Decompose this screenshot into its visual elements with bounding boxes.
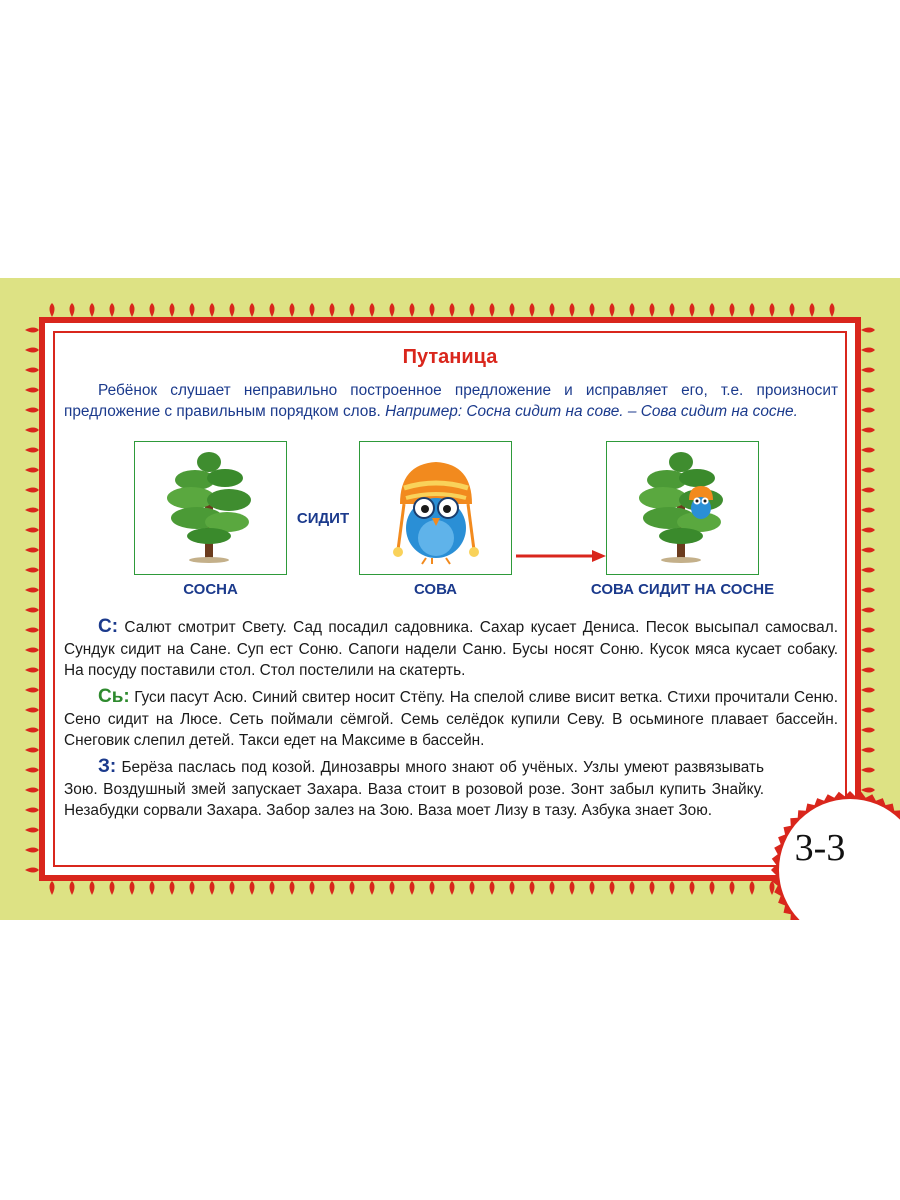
border-ornament bbox=[650, 303, 655, 317]
border-ornament bbox=[25, 608, 39, 613]
border-ornament bbox=[25, 588, 39, 593]
border-ornament bbox=[25, 828, 39, 833]
border-ornament bbox=[50, 881, 55, 895]
border-ornament bbox=[25, 868, 39, 873]
border-ornament bbox=[410, 881, 415, 895]
border-ornament bbox=[861, 708, 875, 713]
border-ornament bbox=[150, 881, 155, 895]
border-ornament bbox=[530, 303, 535, 317]
border-ornament bbox=[861, 488, 875, 493]
border-ornament bbox=[590, 881, 595, 895]
border-ornament bbox=[50, 303, 55, 317]
border-ornament bbox=[350, 881, 355, 895]
border-ornament bbox=[730, 881, 735, 895]
border-ornament bbox=[861, 628, 875, 633]
border-ornament bbox=[330, 881, 335, 895]
border-ornament bbox=[750, 303, 755, 317]
border-ornament bbox=[510, 881, 515, 895]
border-ornament bbox=[861, 528, 875, 533]
border-ornament bbox=[861, 408, 875, 413]
border-ornament bbox=[250, 881, 255, 895]
border-ornament bbox=[90, 303, 95, 317]
border-ornament bbox=[610, 881, 615, 895]
border-ornament bbox=[861, 768, 875, 773]
border-ornament bbox=[250, 303, 255, 317]
border-ornament bbox=[110, 303, 115, 317]
border-ornament bbox=[670, 881, 675, 895]
border-ornament bbox=[861, 728, 875, 733]
border-ornament bbox=[670, 303, 675, 317]
border-ornament bbox=[810, 303, 815, 317]
border-ornament bbox=[450, 881, 455, 895]
border-ornament bbox=[25, 568, 39, 573]
border-ornament bbox=[210, 881, 215, 895]
border-ornament bbox=[230, 303, 235, 317]
border-ornament bbox=[861, 448, 875, 453]
border-ornament bbox=[310, 303, 315, 317]
border-ornament bbox=[330, 303, 335, 317]
border-ornament bbox=[370, 881, 375, 895]
border-ornament bbox=[170, 303, 175, 317]
border-ornament bbox=[290, 881, 295, 895]
border-ornament bbox=[25, 388, 39, 393]
border-ornament bbox=[25, 348, 39, 353]
border-ornament bbox=[25, 468, 39, 473]
border-ornament bbox=[350, 303, 355, 317]
border-ornament bbox=[270, 303, 275, 317]
border-ornament bbox=[25, 808, 39, 813]
border-ornament bbox=[861, 468, 875, 473]
page-number: 3-3 bbox=[794, 827, 846, 869]
border-ornament bbox=[25, 728, 39, 733]
border-ornament bbox=[861, 648, 875, 653]
border-ornament bbox=[25, 428, 39, 433]
border-ornament bbox=[610, 303, 615, 317]
border-ornament bbox=[861, 388, 875, 393]
border-ornament bbox=[150, 303, 155, 317]
border-ornament bbox=[490, 881, 495, 895]
border-ornament bbox=[450, 303, 455, 317]
border-ornament bbox=[861, 428, 875, 433]
content-panel bbox=[56, 334, 844, 864]
instructions-text: Ребёнок слушает неправильно построенное предложение и исправляет его, т.е. произносит предложение с правильным порядком слов. bbox=[64, 382, 838, 420]
border-ornament bbox=[590, 303, 595, 317]
border-ornament bbox=[650, 881, 655, 895]
border-ornament bbox=[25, 768, 39, 773]
section-z-lead: З: bbox=[98, 756, 117, 777]
border-ornament bbox=[25, 848, 39, 853]
owl-on-pine-picture bbox=[606, 441, 759, 575]
border-ornament bbox=[470, 881, 475, 895]
verb-label: СИДИТ bbox=[296, 510, 350, 527]
border-ornament bbox=[861, 688, 875, 693]
border-ornament bbox=[470, 303, 475, 317]
border-ornament bbox=[25, 668, 39, 673]
border-ornament bbox=[570, 881, 575, 895]
instructions-example: Например: Сосна сидит на сове. – Сова сидит на сосне. bbox=[385, 403, 798, 420]
border-ornament bbox=[130, 881, 135, 895]
border-ornament bbox=[370, 303, 375, 317]
border-ornament bbox=[570, 303, 575, 317]
border-ornament bbox=[630, 881, 635, 895]
border-ornament bbox=[770, 303, 775, 317]
border-ornament bbox=[630, 303, 635, 317]
owl-icon bbox=[393, 462, 479, 564]
border-ornament bbox=[690, 303, 695, 317]
border-ornament bbox=[25, 488, 39, 493]
border-ornament bbox=[790, 303, 795, 317]
section-s-text: Салют смотрит Свету. Сад посадил садовника. Сахар кусает Дениса. Песок высыпал самосвал. Сундук сидит на Сане. Суп ест Соню. Сапоги надели Саню. Бусы носят Соню. Кусок мяса кусает собаку. На посуду поставили стол. Стол постелили на скатерть. bbox=[64, 619, 838, 679]
border-ornament bbox=[270, 881, 275, 895]
border-ornament bbox=[390, 881, 395, 895]
border-ornament bbox=[390, 303, 395, 317]
border-ornament bbox=[690, 881, 695, 895]
border-ornament bbox=[25, 688, 39, 693]
border-ornament bbox=[25, 408, 39, 413]
border-ornament bbox=[530, 881, 535, 895]
border-ornament bbox=[25, 508, 39, 513]
border-ornament bbox=[861, 588, 875, 593]
border-ornament bbox=[861, 748, 875, 753]
section-s-lead: С: bbox=[98, 616, 119, 637]
section-z bbox=[64, 756, 764, 822]
border-ornament bbox=[25, 648, 39, 653]
border-ornament bbox=[25, 788, 39, 793]
arrow-icon bbox=[516, 550, 608, 562]
border-ornament bbox=[861, 568, 875, 573]
border-ornament bbox=[25, 628, 39, 633]
border-ornament bbox=[861, 608, 875, 613]
pine-tree-icon bbox=[167, 452, 251, 563]
border-ornament bbox=[170, 881, 175, 895]
section-sj-text: Гуси пасут Асю. Синий свитер носит Стёпу. На спелой сливе висит ветка. Стихи прочитали Сеню. Сено сидит на Люсе. Сеть поймали сёмгой. Семь селёдок купили Севу. В осьминоге плавает бассейн. Снеговик слепил детей. Такси едет на Максиме в бассейн. bbox=[64, 689, 838, 749]
border-ornament bbox=[861, 368, 875, 373]
border-ornament bbox=[25, 748, 39, 753]
instructions bbox=[64, 380, 838, 422]
section-z-text: Берёза паслась под козой. Динозавры много знают об учёных. Узлы умеют развязывать Зою. Воздушный змей запускает Захара. Ваза стоит в розовой розе. Зонт забыл купить Знайку. Незабудки сорвали Захара. Забор залез на Зою. Ваза моет Лизу в тазу. Азбука знает Зою. bbox=[64, 759, 764, 819]
border-ornament bbox=[490, 303, 495, 317]
section-sj-lead: Сь: bbox=[98, 686, 130, 707]
border-ornament bbox=[190, 303, 195, 317]
border-ornament bbox=[290, 303, 295, 317]
border-ornament bbox=[410, 303, 415, 317]
border-ornament bbox=[730, 303, 735, 317]
border-ornament bbox=[550, 303, 555, 317]
owl-picture bbox=[359, 441, 512, 575]
border-ornament bbox=[861, 328, 875, 333]
border-ornament bbox=[830, 303, 835, 317]
border-ornament bbox=[861, 548, 875, 553]
border-ornament bbox=[861, 348, 875, 353]
border-ornament bbox=[430, 303, 435, 317]
section-s bbox=[64, 616, 838, 682]
border-ornament bbox=[25, 528, 39, 533]
border-ornament bbox=[861, 508, 875, 513]
border-ornament bbox=[710, 303, 715, 317]
border-ornament bbox=[430, 881, 435, 895]
border-ornament bbox=[230, 881, 235, 895]
border-ornament bbox=[510, 303, 515, 317]
border-ornament bbox=[310, 881, 315, 895]
border-ornament bbox=[110, 881, 115, 895]
page-title: Путаница bbox=[402, 346, 498, 368]
border-ornament bbox=[25, 448, 39, 453]
border-ornament bbox=[25, 548, 39, 553]
border-ornament bbox=[70, 881, 75, 895]
border-ornament bbox=[190, 881, 195, 895]
owl-on-pine-icon bbox=[639, 452, 723, 563]
border-ornament bbox=[861, 668, 875, 673]
border-ornament bbox=[130, 303, 135, 317]
border-ornament bbox=[70, 303, 75, 317]
border-ornament bbox=[25, 368, 39, 373]
border-ornament bbox=[210, 303, 215, 317]
pine-picture bbox=[134, 441, 287, 575]
border-ornament bbox=[25, 708, 39, 713]
border-ornament bbox=[710, 881, 715, 895]
border-ornament bbox=[25, 328, 39, 333]
result-caption: СОВА СИДИТ НА СОСНЕ bbox=[590, 581, 775, 598]
section-sj bbox=[64, 686, 838, 752]
pine-caption: СОСНА bbox=[183, 581, 238, 598]
border-ornament bbox=[90, 881, 95, 895]
owl-caption: СОВА bbox=[413, 581, 458, 598]
border-ornament bbox=[550, 881, 555, 895]
